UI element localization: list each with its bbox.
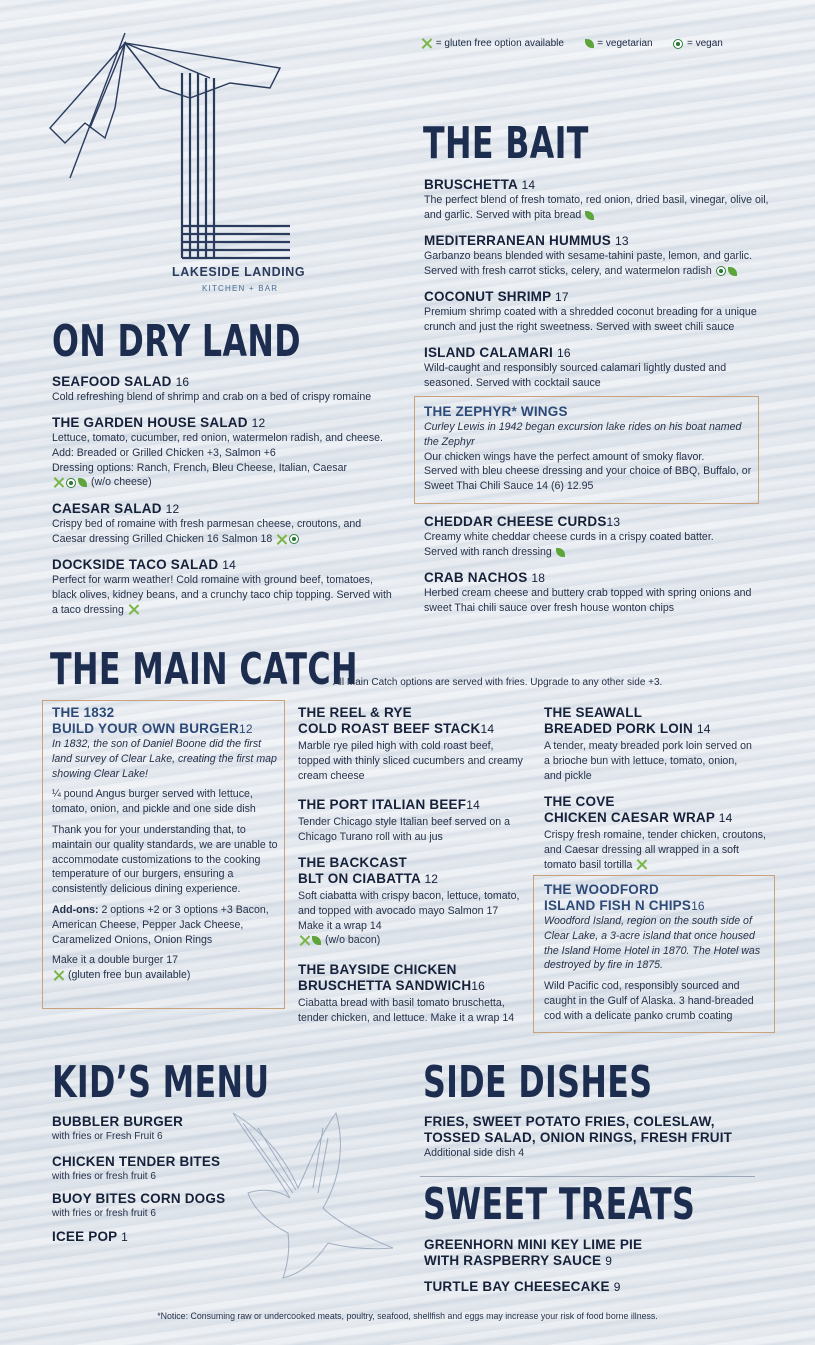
brand-name: LAKESIDE LANDING [172, 265, 306, 279]
gluten-free-icon [276, 534, 287, 545]
gluten-free-icon [53, 970, 64, 981]
food-safety-notice: *Notice: Consuming raw or undercooked meats, poultry, seafood, shellfish and eggs may increase your risk of food borne illness. [157, 1311, 658, 1321]
main-catch-note: All Main Catch options are served with fries. Upgrade to any other side +3. [333, 677, 663, 688]
legend-veg-text: = vegetarian [597, 38, 653, 50]
bait-title: THE BAIT [423, 118, 589, 169]
gluten-free-icon [636, 859, 647, 870]
dry-land-title: ON DRY LAND [52, 316, 301, 367]
vegetarian-icon [585, 211, 594, 220]
sweets-item-cheesecake: TURTLE BAY CHEESECAKE 9 [424, 1279, 621, 1294]
bait-item-hummus: MEDITERRANEAN HUMMUS 13 Garbanzo beans blended with sesame-tahini paste, lemon, and garlic. Served with fresh carrot sticks, celery, and watermelon radish [424, 233, 753, 277]
main-item-burger: THE 1832 BUILD YOUR OWN BURGER12 In 1832, the son of Daniel Boone did the first land survey of Clear Lake, creating the first map showing Clear Lake! ¼ pound Angus burger served with lettuce, tomato, onion, and pickle and one side dish Thank you for your understanding that, to maintain our quality standards, we are unable to accommodate customizations to the cooking temperature of our burgers, ensuring a consistently delicious dining experience. Add-ons: 2 options +2 or 3 options +3 Bacon, American Cheese, Pepper Jack Cheese, Caramelized Onions, Onion Rings Make it a double burger 17 (gluten free bun available) [52, 705, 278, 982]
bait-item-coconut-shrimp: COCONUT SHRIMP 17 Premium shrimp coated with a shredded coconut breading for a unique crunch and just the right sweetness. Served with sweet chili sauce [424, 289, 757, 333]
dietary-legend [420, 38, 723, 49]
sweet-treats-title: SWEET TREATS [423, 1179, 696, 1230]
legend-vegan-text: = vegan [686, 38, 723, 50]
bait-item-zephyr-wings: THE ZEPHYR* WINGS Curley Lewis in 1942 began excursion lake rides on his boat named the Zephyr Our chicken wings have the perfect amount of smoky flavor. Served with bleu cheese dressing and your choice of BBQ, Buffalo, or Sweet Thai Chili Sauce 14 (6) 12.95 [424, 404, 752, 493]
seagull-illustration-icon [228, 1108, 398, 1283]
dry-item-garden-salad: THE GARDEN HOUSE SALAD 12 Lettuce, tomato, cucumber, red onion, watermelon radish, and cheese. Add: Breaded or Grilled Chicken +3, Salmon +6 Dressing options: Ranch, French, Bleu Cheese, Italian, Caesar (w/o cheese) [52, 415, 383, 489]
section-divider [420, 1176, 755, 1177]
main-item-woodford-fish: THE WOODFORD ISLAND FISH N CHIPS16 Woodford Island, region on the south side of Clear Lake, a 3-acre island that once housed the Island Home Hotel in 1870. The Hotel was destroyed by fire in 1875. Wild Pacific cod, responsibly sourced and caught in the Gulf of Alaska. 3 hand-breaded cod with a delicate panko crumb coating [544, 882, 761, 1022]
side-dishes-list: FRIES, SWEET POTATO FRIES, COLESLAW, TOSSED SALAD, ONION RINGS, FRESH FRUIT Additional side dish 4 [424, 1114, 733, 1159]
main-item-reel-rye: THE REEL & RYE COLD ROAST BEEF STACK14 Marble rye piled high with cold roast beef, topped with thinly sliced cucumbers and creamy cream cheese [298, 705, 523, 782]
vegan-icon [673, 39, 683, 49]
bait-item-bruschetta: BRUSCHETTA 14 The perfect blend of fresh tomato, red onion, dried basil, vinegar, olive oil, and garlic. Served with pita bread [424, 177, 769, 221]
dry-item-taco-salad: DOCKSIDE TACO SALAD 14 Perfect for warm weather! Cold romaine with ground beef, tomatoes, black olives, kidney beans, and a crunchy taco chip topping. Served with a taco dressing [52, 557, 392, 616]
bait-item-crab-nachos: CRAB NACHOS 18 Herbed cream cheese and buttery crab topped with spring onions and sweet Thai chili sauce over fresh house wonton chips [424, 570, 752, 614]
vegetarian-icon [585, 39, 594, 48]
bait-item-calamari: ISLAND CALAMARI 16 Wild-caught and responsibly sourced calamari lightly dusted and seasoned. Served with cocktail sauce [424, 345, 727, 389]
vegan-icon [289, 534, 299, 544]
gluten-free-icon [421, 38, 432, 49]
kids-menu-title: KID’S MENU [52, 1057, 270, 1108]
main-item-backcast-blt: THE BACKCAST BLT ON CIABATTA 12 Soft ciabatta with crispy bacon, lettuce, tomato, and topped with avocado mayo Salmon 17 Make it a wrap 14 (w/o bacon) [298, 855, 520, 947]
gluten-free-icon [299, 935, 310, 946]
gluten-free-icon [128, 604, 139, 615]
vegan-icon [66, 478, 76, 488]
kids-item-chicken-tender-bites: CHICKEN TENDER BITES with fries or fresh fruit 6 [52, 1154, 221, 1182]
dry-item-seafood-salad: SEAFOOD SALAD 16 Cold refreshing blend of shrimp and crab on a bed of crispy romaine [52, 374, 372, 403]
vegan-icon [716, 266, 726, 276]
main-catch-title: THE MAIN CATCH [50, 644, 358, 695]
vegetarian-icon [78, 478, 87, 487]
brand-subtitle: KITCHEN + BAR [202, 284, 279, 293]
main-item-port-italian-beef: THE PORT ITALIAN BEEF14 Tender Chicago style Italian beef served on a Chicago Turano roll with au jus [298, 797, 511, 843]
vegetarian-icon [728, 267, 737, 276]
main-item-seawall-pork: THE SEAWALL BREADED PORK LOIN 14 A tender, meaty breaded pork loin served on a brioche bun with lettuce, tomato, onion, and pickle [544, 705, 752, 782]
bait-item-cheese-curds: CHEDDAR CHEESE CURDS13 Creamy white cheddar cheese curds in a crispy coated batter. Served with ranch dressing [424, 514, 714, 558]
main-item-cove-wrap: THE COVE CHICKEN CAESAR WRAP 14 Crispy fresh romaine, tender chicken, croutons, and Caesar dressing all wrapped in a soft tomato basil tortilla [544, 794, 766, 871]
gluten-free-icon [53, 477, 64, 488]
dry-item-caesar-salad: CAESAR SALAD 12 Crispy bed of romaine with fresh parmesan cheese, croutons, and Caesar dressing Grilled Chicken 16 Salmon 18 [52, 501, 362, 545]
kids-item-bubbler-burger: BUBBLER BURGER with fries or Fresh Fruit 6 [52, 1114, 184, 1142]
legend-gf-text: = gluten free option available [435, 38, 564, 50]
sweets-item-key-lime-pie: GREENHORN MINI KEY LIME PIE WITH RASPBERRY SAUCE 9 [424, 1237, 643, 1268]
vegetarian-icon [312, 936, 321, 945]
main-item-bayside-chicken: THE BAYSIDE CHICKEN BRUSCHETTA SANDWICH16 Ciabatta bread with basil tomato bruschetta, tender chicken, and lettuce. Make it a wrap 14 [298, 962, 515, 1024]
kids-item-icee-pop: ICEE POP 1 [52, 1229, 128, 1244]
kids-item-buoy-bites: BUOY BITES CORN DOGS with fries or fresh fruit 6 [52, 1191, 226, 1219]
lakeside-umbrella-logo-icon [30, 28, 290, 268]
vegetarian-icon [556, 548, 565, 557]
side-dishes-title: SIDE DISHES [423, 1057, 653, 1108]
